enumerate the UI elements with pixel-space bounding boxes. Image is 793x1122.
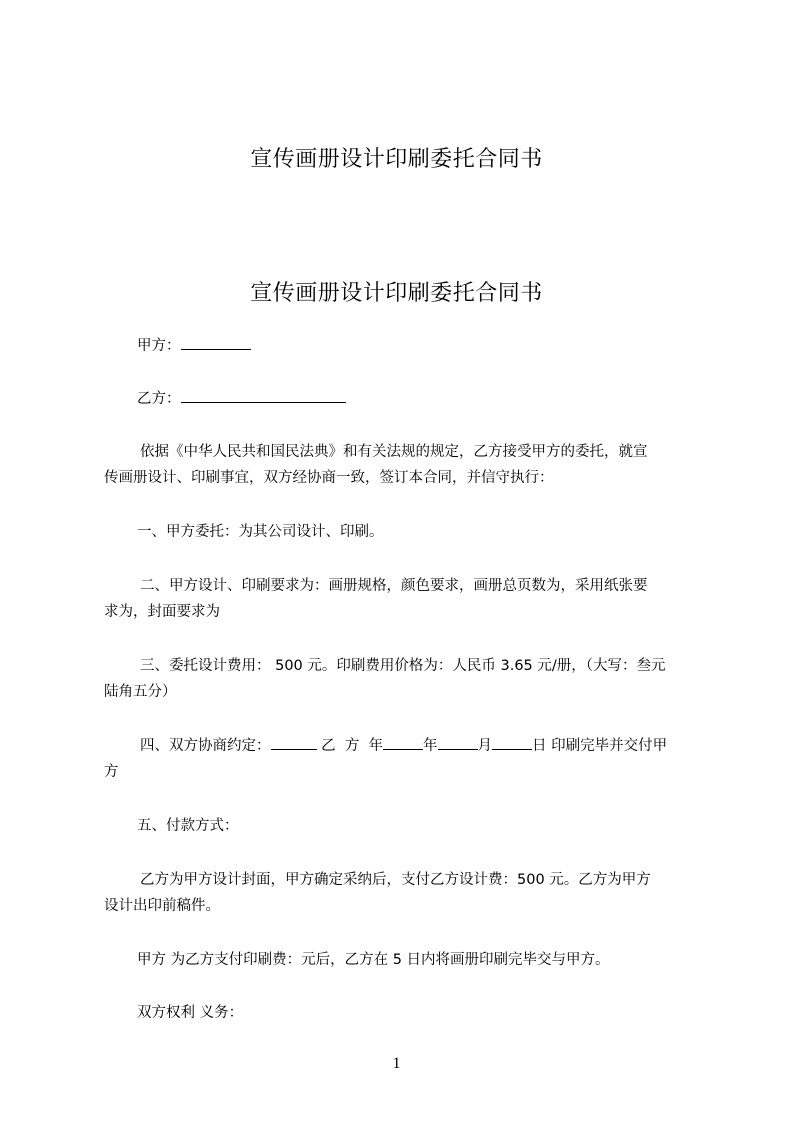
clause-1 xyxy=(104,519,704,545)
clause-2-line-2: 求为，封面要求为 xyxy=(104,604,220,620)
party-b-line xyxy=(104,386,704,412)
party-a-line xyxy=(104,333,704,359)
clause-3-line-1: 三、委托设计费用： 500 元。印刷费用价格为：人民币 3.65 元/册，（大写：叁元 xyxy=(140,658,666,674)
clause-4-word-fang: 方 xyxy=(344,738,360,754)
clause-4 xyxy=(104,733,704,785)
clause-4-line-2: 方 xyxy=(104,764,119,780)
clause-5 xyxy=(104,813,704,839)
clause-4-suffix: 印刷完毕并交付甲 xyxy=(551,738,668,754)
payment-1-line-2: 设计出印前稿件。 xyxy=(104,898,220,914)
clause-4-word-nian-1: 年 xyxy=(368,738,384,754)
preamble-line-2: 传画册设计、印刷事宜，双方经协商一致，签订本合同，并信守执行： xyxy=(104,470,554,486)
clause-4-word-ri: 日 xyxy=(532,738,547,754)
party-a-blank[interactable] xyxy=(181,335,251,350)
party-a-label: 甲方： xyxy=(137,338,181,354)
cover-title: 宣传画册设计印刷委托合同书 xyxy=(250,147,543,172)
clause-1-text: 一、甲方委托：为其公司设计、印刷。 xyxy=(137,524,384,540)
clause-5-text: 五、付款方式： xyxy=(137,818,239,834)
payment-1-line-1: 乙方为甲方设计封面，甲方确定采纳后，支付乙方设计费：500 元。乙方为甲方 xyxy=(140,872,651,888)
clause-4-word-yi: 乙 xyxy=(321,738,336,754)
payment-2-text: 甲方 为乙方支付印刷费：元后，乙方在 5 日内将画册印刷完毕交与甲方。 xyxy=(137,952,610,968)
party-b-blank[interactable] xyxy=(181,388,346,403)
payment-paragraph-2 xyxy=(104,947,704,973)
rights-heading xyxy=(104,1000,704,1026)
contract-title: 宣传画册设计印刷委托合同书 xyxy=(250,281,543,306)
clause-3-line-2: 陆角五分） xyxy=(104,684,177,700)
clause-4-blank-month[interactable] xyxy=(438,735,478,750)
party-b-label: 乙方： xyxy=(137,391,181,407)
clause-2-line-1: 二、甲方设计、印刷要求为：画册规格，颜色要求，画册总页数为，采用纸张要 xyxy=(140,578,648,594)
clause-3 xyxy=(104,653,704,705)
clause-4-word-nian-2: 年 xyxy=(423,738,438,754)
clause-4-blank-day[interactable] xyxy=(492,735,532,750)
clause-4-word-yue: 月 xyxy=(477,738,493,754)
preamble xyxy=(104,439,704,491)
clause-4-blank-party[interactable] xyxy=(271,735,317,750)
rights-heading-text: 双方权利 义务： xyxy=(137,1005,244,1021)
page-number: 1 xyxy=(392,1055,401,1072)
clause-4-blank-year[interactable] xyxy=(383,735,423,750)
payment-paragraph-1 xyxy=(104,867,704,919)
clause-2 xyxy=(104,573,704,625)
preamble-line-1: 依据《中华人民共和国民法典》和有关法规的规定，乙方接受甲方的委托，就宣 xyxy=(140,444,648,460)
clause-4-prefix: 四、双方协商约定： xyxy=(140,738,271,754)
